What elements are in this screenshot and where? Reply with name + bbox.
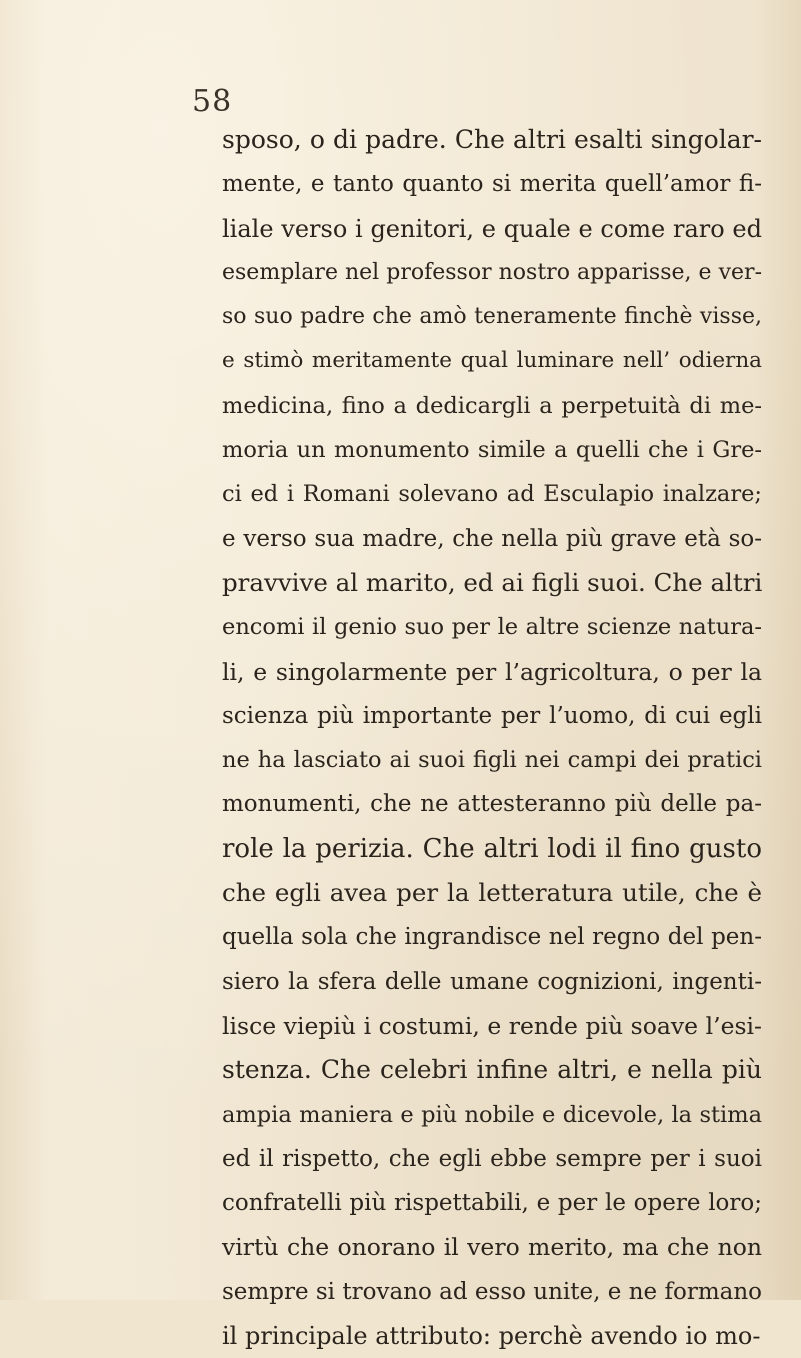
page-number: 58 (192, 84, 233, 119)
body-text (222, 118, 762, 1358)
text-line: encomi il genio suo per le altre scienze natura- (222, 614, 762, 641)
text-line: confratelli più rispettabili, e per le opere loro; (222, 1190, 762, 1217)
text-line: e stimò meritamente qual luminare nell’ odierna (222, 348, 762, 374)
text-line: mente, e tanto quanto si merita quell’amor fi- (222, 171, 762, 198)
text-line: ne ha lasciato ai suoi figli nei campi dei pratici (222, 747, 762, 774)
text-line: pravvive al marito, ed ai figli suoi. Che altri (222, 567, 763, 597)
text-line: ci ed i Romani solevano ad Esculapio inalzare; (222, 481, 762, 508)
text-line: monumenti, che ne attesteranno più delle pa- (222, 791, 762, 818)
text-line: e verso sua madre, che nella più grave età so- (222, 525, 762, 552)
text-line: virtù che onorano il vero merito, ma che non (222, 1233, 762, 1262)
text-line: li, e singolarmente per l’agricoltura, o per la (222, 657, 762, 686)
text-line: moria un monumento simile a quelli che i Gre- (222, 437, 762, 464)
text-line: medicina, fino a dedicargli a perpetuità di me- (222, 392, 762, 419)
text-line: ampia maniera e più nobile e dicevole, la stima (222, 1101, 762, 1128)
text-line: il principale attributo: perchè avendo io mo- (222, 1322, 761, 1351)
text-line: che egli avea per la letteratura utile, che è (222, 878, 762, 908)
text-line: esemplare nel professor nostro apparisse, e ver- (222, 259, 762, 285)
text-line: stenza. Che celebri infine altri, e nella più (222, 1055, 762, 1085)
text-line: quella sola che ingrandisce nel regno del pen- (222, 924, 762, 951)
text-line: lisce viepiù i costumi, e rende più soave l’esi- (222, 1011, 762, 1040)
text-line: sempre si trovano ad esso unite, e ne formano (222, 1278, 762, 1305)
text-line: ed il rispetto, che egli ebbe sempre per i suoi (222, 1145, 762, 1172)
text-line: sposo, o di padre. Che altri esalti singolar- (222, 125, 762, 154)
text-line: siero la sfera delle umane cognizioni, ingenti- (222, 968, 762, 995)
text-line: role la perizia. Che altri lodi il fino gusto (222, 833, 762, 864)
text-line: so suo padre che amò teneramente finchè visse, (222, 304, 762, 330)
text-line: scienza più importante per l’uomo, di cui egli (222, 702, 762, 729)
text-line: liale verso i genitori, e quale e come raro ed (222, 214, 762, 243)
